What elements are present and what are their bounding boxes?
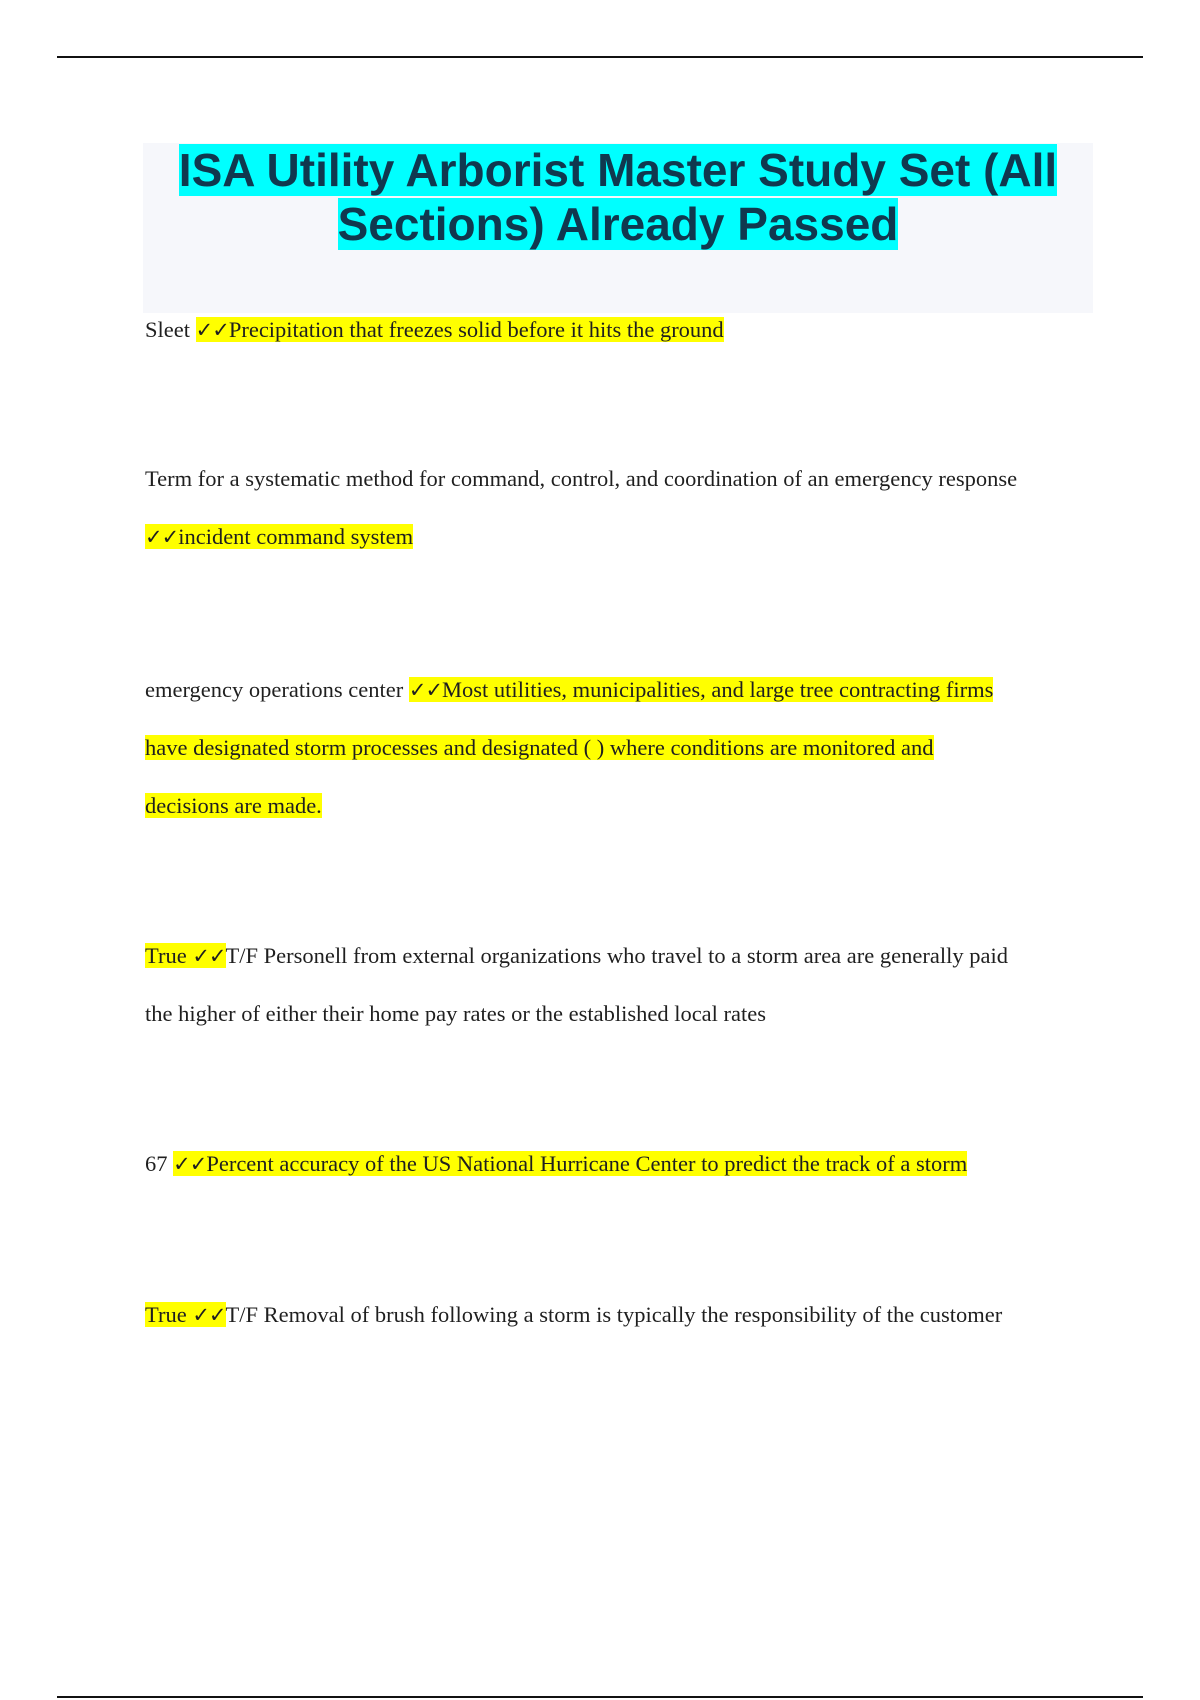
- answer: True: [145, 1302, 193, 1327]
- qa-item-brush-removal: [145, 1286, 1095, 1344]
- question-line-2: the higher of either their home pay rates or the established local rates: [145, 1001, 767, 1026]
- term: 67: [145, 1151, 174, 1176]
- answer-highlight: [145, 524, 413, 549]
- qa-item-eoc: [145, 661, 1095, 835]
- answer-highlight: [173, 1151, 967, 1176]
- title-line-2: Sections) Already Passed: [337, 198, 899, 250]
- answer-highlight: [145, 943, 226, 968]
- double-check-icon: ✓✓: [408, 678, 443, 702]
- answer: Percent accuracy of the US National Hurricane Center to predict the track of a storm: [206, 1151, 968, 1176]
- qa-item-sleet: [145, 301, 1095, 359]
- answer-highlight: [196, 317, 724, 342]
- qa-item-hurricane-accuracy: [145, 1135, 1095, 1193]
- double-check-icon: ✓✓: [173, 1152, 207, 1176]
- qa-item-incident-command: [145, 450, 1095, 566]
- title-line-1: ISA Utility Arborist Master Study Set (All: [178, 144, 1058, 196]
- answer: True: [145, 943, 193, 968]
- term: Sleet: [145, 317, 196, 342]
- double-check-icon: ✓✓: [192, 1303, 226, 1327]
- answer-line-1: Most utilities, municipalities, and large tree contracting firms: [442, 677, 994, 702]
- document-title: [143, 143, 1093, 251]
- question-line-1: T/F Removal of brush following a storm is typically the responsibility of the customer: [225, 1302, 1003, 1327]
- answer-line-3: decisions are made.: [145, 793, 322, 818]
- bottom-rule: [57, 1696, 1143, 1698]
- title-block: [143, 143, 1093, 313]
- term: emergency operations center: [145, 677, 409, 702]
- double-check-icon: ✓✓: [192, 944, 226, 968]
- double-check-icon: ✓✓: [145, 525, 179, 549]
- answer-highlight: [145, 1302, 226, 1327]
- term: Term for a systematic method for command, control, and coordination of an emergency response: [145, 466, 1018, 491]
- qa-item-personnel-pay: [145, 927, 1095, 1043]
- top-rule: [57, 56, 1143, 58]
- question-line-1: T/F Personell from external organizations who travel to a storm area are generally paid: [225, 943, 1008, 968]
- answer: incident command system: [178, 524, 414, 549]
- answer: Precipitation that freezes solid before it hits the ground: [228, 317, 724, 342]
- answer-line-2: have designated storm processes and designated ( ) where conditions are monitored and: [145, 735, 934, 760]
- double-check-icon: ✓✓: [195, 318, 229, 342]
- answer-highlight: [409, 677, 994, 702]
